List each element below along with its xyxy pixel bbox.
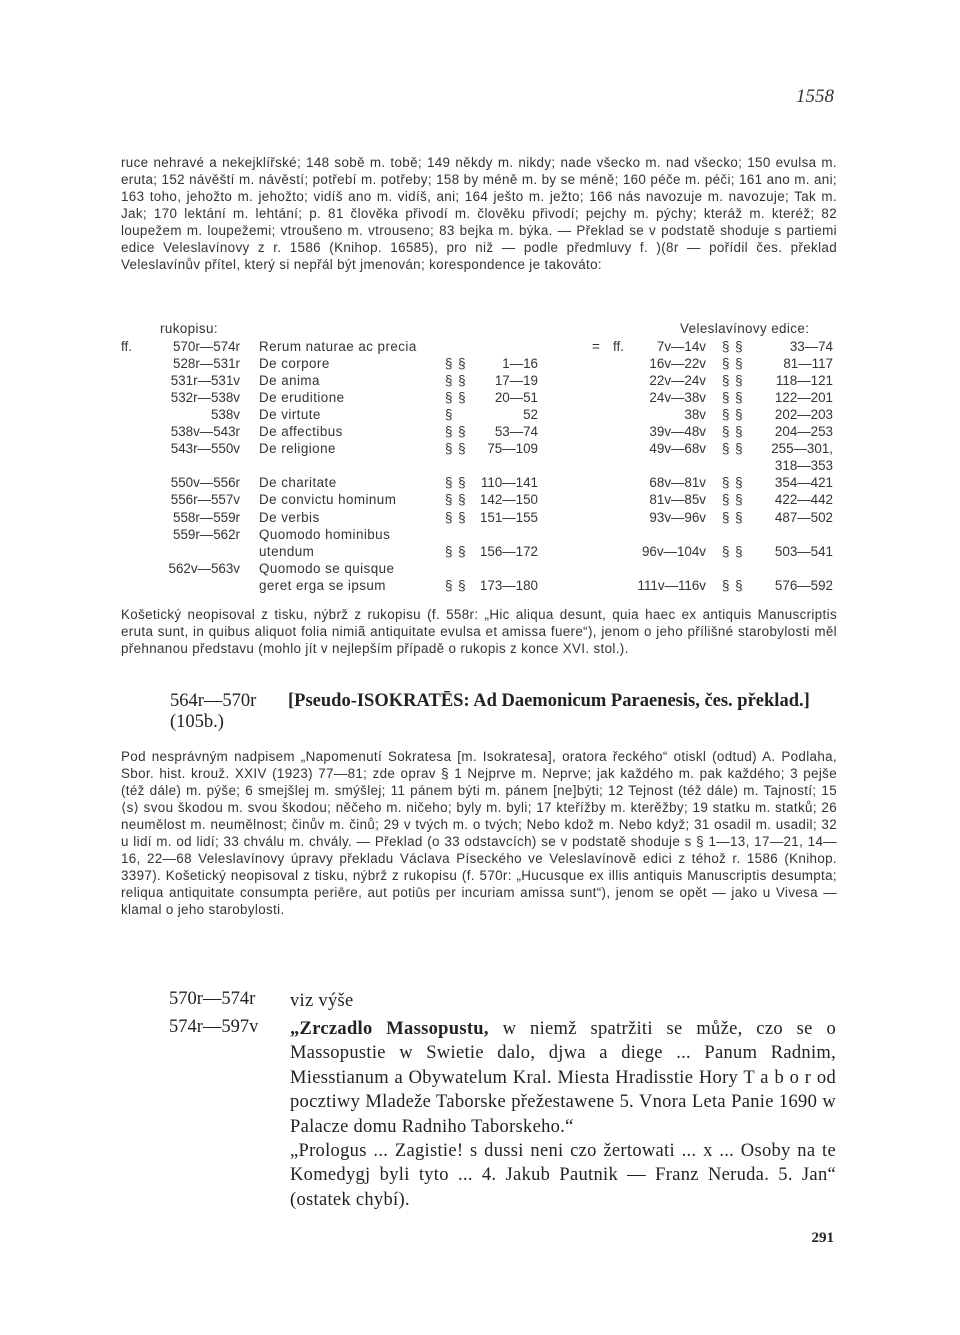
comparison-cell-eq: = (592, 339, 600, 354)
comparison-cell-range2: 255—301, (771, 441, 833, 457)
comparison-cell-par1: § § (445, 390, 467, 406)
comparison-cell-range2: 576—592 (774, 577, 833, 593)
comparison-cell-par2: § § (722, 339, 744, 354)
comparison-cell-par2: § § (722, 577, 744, 593)
page-number: 1558 (796, 86, 834, 107)
entry-2-title-bold: „Zrczadlo Massopustu, (290, 1019, 489, 1039)
comparison-cell-title: De corpore (259, 356, 330, 372)
comparison-cell-range1: 20—51 (494, 390, 538, 406)
comparison-cell-ff: ff. (121, 339, 132, 354)
comparison-cell-par1: § (445, 407, 454, 423)
comparison-cell-ed: 93v—96v (649, 509, 706, 525)
comparison-cell-ms: 558r—559r (173, 509, 240, 525)
comparison-cell-par2: § § (722, 407, 744, 423)
comparison-cell-title: utendum (259, 543, 315, 559)
comparison-row (0, 560, 960, 577)
comparison-cell-title: De verbis (259, 509, 320, 525)
comparison-cell-par2: § § (722, 509, 744, 525)
comparison-cell-range2: 318—353 (774, 458, 833, 474)
comparison-row (0, 406, 960, 423)
comparison-cell-range2: 33—74 (789, 339, 833, 354)
comparison-cell-range2: 118—121 (775, 373, 833, 389)
comparison-cell-ed: 24v—38v (649, 390, 706, 406)
comparison-cell-par2: § § (722, 390, 744, 406)
comparison-cell-range1: 156—172 (479, 543, 538, 559)
comparison-cell-ed: 49v—68v (649, 441, 706, 457)
comparison-cell-ms: 531r—531v (170, 373, 240, 389)
comparison-cell-par1: § § (445, 356, 467, 372)
comparison-cell-par2: § § (722, 356, 744, 372)
comparison-cell-title: Quomodo hominibus (259, 526, 391, 542)
comparison-cell-range2: 204—253 (774, 424, 833, 440)
comparison-row (0, 509, 960, 526)
comparison-cell-title: De charitate (259, 475, 337, 491)
comparison-cell-par1: § § (445, 373, 467, 389)
comparison-cell-ed: 111v—116v (637, 577, 706, 593)
entry-1-folios: 570r—574r (169, 989, 256, 1009)
comparison-cell-range2: 354—421 (774, 475, 833, 491)
notes-paragraph-2: Pod nesprávným nadpisem „Napomenutí Sokratesa [m. Isokratesa], oratora řeckého“ otiskl (odtud) A. Podlaha, Sbor. hist. krouž. XXIV (1923) 77—81; zde oprav § 1 Nejprve m. Neprve; jak každého m. pak každého; 3 pejše (též dále) m. pýše; 6 smejšlej m. smýšlej; 11 pánem býti m. pánem [ne]býti; 12 Tejnost (též dále) m. Tajností; 15 ⟨s⟩ svou škodou m. svou škodou; něčeho m. ničeho; byly m. byli; 17 kteřížby m. kterěžby; 19 statku m. statků; 26 neumělost m. neumělnost; činův m. činů; 29 v tvých m. o tvých; Nebo kdož m. Nebo když; 31 osadil m. usadil; 32 u lidí m. od lidí; 33 chválu m. chvály. — Překlad (o 33 odstavcích) se v podstatě shoduje s § 1—13, 17—21, 14—16, 22—68 Veleslavínovy úpravy překladu Václava Píseckého ve Veleslavínově edici z téhož r. 1586 (Knihop. 3397). Košetický neopisoval z tisku, nýbrž z rukopisu (f. 570r: „Hucusque ex illis antiquis Manuscriptis desumpta; reliqua antiquitate consumpta periēre, aut potiūs per incuriam amissa sunt“), jenom se opět — jako u Vivesa — klamal o jeho starobylosti. (121, 749, 837, 917)
comparison-cell-ed: 68v—81v (649, 475, 706, 491)
comparison-cell-ff2: ff. (613, 339, 624, 354)
comparison-cell-par1: § § (445, 475, 467, 491)
comparison-cell-range1: 110—141 (480, 475, 538, 491)
comparison-cell-range1: 142—150 (479, 492, 538, 508)
comparison-cell-par2: § § (722, 373, 744, 389)
comparison-cell-title: Rerum naturae ac precia (259, 339, 417, 354)
comparison-cell-par1: § § (445, 424, 467, 440)
comparison-cell-ed: 16v—22v (649, 356, 706, 372)
comparison-cell-ms: 543r—550v (170, 441, 240, 457)
comparison-cell-range1: 75—109 (487, 441, 538, 457)
manuscript-column-header: rukopisu: (160, 321, 218, 336)
comparison-cell-range1: 1—16 (502, 356, 538, 372)
comparison-row (0, 338, 960, 355)
comparison-cell-par2: § § (722, 424, 744, 440)
comparison-cell-ms: 528r—531r (173, 356, 240, 372)
comparison-cell-par1: § § (445, 577, 467, 593)
comparison-cell-ms: 532r—538v (170, 390, 240, 406)
entry-2-folios: 574r—597v (169, 1017, 259, 1037)
comparison-cell-title: geret erga se ipsum (259, 577, 386, 593)
entry-heading-folio-range: 564r—570r (170, 691, 257, 711)
entry-2-title-rest: w niemž spatržiti se může, czo se o Massopustie w Swietie dalo, djwa a diege ... Panum Radnim, Miesstianum a Obywatelum Kral. Miesta Hradisstie Hory T a b o r od pocztiwy Mladeže Taborske přežestawene 5. Vnora Leta Panie 1690 w Palacze domu Radniho Taborskeho.“ (290, 1019, 836, 1137)
entry-2-prologue-paragraph: „Prologus ... Zagistie! s dussi neni czo žertowati ... x ... Osoby na te Komedygj byli tyto ... 4. Jakub Pautnik — Franz Neruda. 5. Jan“ (ostatek chybí). (290, 1141, 836, 1210)
notes-paragraph-1: Košetický neopisoval z tisku, nýbrž z rukopisu (f. 558r: „Hic aliqua desunt, quia haec ex antiquis Manuscriptis eruta sunt, in quibus aliquot folia nimiã antiquitate evulsa et amissa fuere“), jenom o jeho přílišné starobylosti měl přehnanou představu (mohlo jít v nejlepším případě o rukopis z konce XVI. stol.). (121, 607, 837, 656)
comparison-row (0, 440, 960, 457)
comparison-cell-ms: 556r—557v (170, 492, 240, 508)
comparison-cell-range1: 52 (523, 407, 538, 423)
comparison-cell-ms: 562v—563v (168, 560, 240, 576)
entry-1-text: viz výše (290, 991, 354, 1011)
comparison-row (0, 355, 960, 372)
comparison-cell-range1: 53—74 (494, 424, 538, 440)
comparison-cell-range2: 487—502 (774, 509, 833, 525)
entry-heading-title: [Pseudo-ISOKRATĒS: Ad Daemonicum Paraenesis, čes. překlad.] (288, 691, 810, 711)
comparison-cell-ms: 538v (210, 407, 240, 423)
edition-column-header: Veleslavínovy edice: (680, 321, 810, 336)
comparison-cell-par2: § § (722, 475, 744, 491)
comparison-cell-ms: 570r—574r (173, 339, 240, 354)
comparison-cell-range2: 122—201 (774, 390, 833, 406)
comparison-row (0, 457, 960, 474)
comparison-cell-ed: 39v—48v (649, 424, 706, 440)
comparison-cell-par1: § § (445, 509, 467, 525)
comparison-cell-title: De religione (259, 441, 336, 457)
entry-heading-folios (170, 691, 256, 733)
comparison-row (0, 543, 960, 560)
comparison-cell-title: De anima (259, 373, 320, 389)
comparison-row (0, 372, 960, 389)
comparison-cell-ms: 538v—543r (170, 424, 240, 440)
comparison-cell-range2: 503—541 (774, 543, 833, 559)
entry-heading-print-ref: (105b.) (170, 712, 224, 732)
comparison-row (0, 577, 960, 594)
folio-number: 291 (811, 1230, 834, 1246)
comparison-row (0, 389, 960, 406)
comparison-cell-range2: 81—117 (783, 356, 833, 372)
comparison-cell-par2: § § (722, 492, 744, 508)
comparison-row (0, 526, 960, 543)
comparison-cell-ms: 550v—556r (170, 475, 240, 491)
comparison-cell-title: De eruditione (259, 390, 345, 406)
comparison-cell-title: De virtute (259, 407, 321, 423)
comparison-row (0, 474, 960, 491)
comparison-cell-range1: 17—19 (494, 373, 538, 389)
comparison-row (0, 491, 960, 508)
comparison-cell-par1: § § (445, 543, 467, 559)
comparison-cell-ms: 559r—562r (173, 526, 240, 542)
comparison-row (0, 423, 960, 440)
comparison-cell-ed: 96v—104v (641, 543, 706, 559)
comparison-cell-title: Quomodo se quisque (259, 560, 395, 576)
comparison-cell-ed: 22v—24v (649, 373, 706, 389)
comparison-cell-range2: 422—442 (774, 492, 833, 508)
comparison-cell-par1: § § (445, 492, 467, 508)
comparison-cell-par1: § § (445, 441, 467, 457)
comparison-cell-ed: 38v (684, 407, 706, 423)
entry-2-text (290, 1017, 836, 1212)
comparison-cell-title: De convictu hominum (259, 492, 397, 508)
intro-paragraph: ruce nehravé a nekejklířské; 148 sobě m. tobě; 149 někdy m. nikdy; nade všecko m. nad všecko; 150 evulsa m. eruta; 152 návěští m. návěstí; potřebí m. potřeby; 158 by méně m. by se méně; 160 péče m. péči; 161 ano m. ani; 163 toho, jehožto m. jehožto; vidíš ano m. vidíš, ani; 164 ješto m. ježto; 166 nás navozuje m. navozuje; Tak m. Jak; 170 lektání m. lehtání; p. 81 člověka přivodí m. člověku přivodí; pejchy m. pýchy; kteráž m. kteréž; 82 loupežem m. loupežemi; vtroušeno m. vtrouseno; 83 bejka m. býka. — Překlad se v podstatě shoduje s partiemi edice Veleslavínovy z r. 1586 (Knihop. 16585), pro niž — podle předmluvy f. )(8r — pořídil čes. překlad Veleslavínův přítel, který si nepřál být jmenován; korespondence je takováto: (121, 155, 837, 272)
comparison-cell-range1: 173—180 (479, 577, 538, 593)
comparison-cell-range1: 151—155 (479, 509, 538, 525)
entry-2-title-paragraph (290, 1017, 836, 1139)
comparison-cell-ed: 7v—14v (656, 339, 706, 354)
comparison-cell-range2: 202—203 (774, 407, 833, 423)
comparison-cell-title: De affectibus (259, 424, 343, 440)
comparison-cell-par2: § § (722, 441, 744, 457)
comparison-cell-ed: 81v—85v (649, 492, 706, 508)
comparison-cell-par2: § § (722, 543, 744, 559)
